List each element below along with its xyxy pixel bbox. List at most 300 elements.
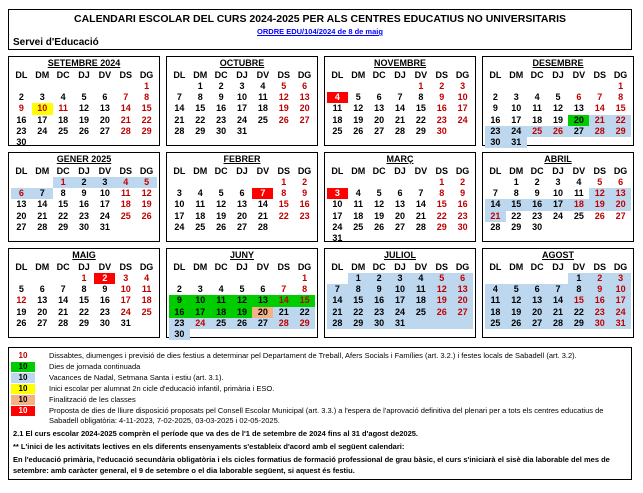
day-cell: 13	[299, 92, 310, 103]
order-edu-link[interactable]: ORDRE EDU/104/2024 de 8 de maig	[257, 27, 383, 36]
day-cell: 8	[618, 92, 624, 103]
day-cell: 14	[273, 295, 294, 306]
day-cell: 20	[99, 114, 110, 125]
day-cell: 19	[374, 210, 385, 221]
day-cell	[273, 126, 294, 137]
day-cell: 15	[278, 199, 289, 210]
weekday-header: DM	[351, 70, 366, 80]
day-cell: 21	[394, 114, 405, 125]
day-cell: 4	[144, 273, 150, 283]
day-cell	[252, 126, 273, 137]
day-cell: 19	[16, 306, 27, 317]
day-cell	[485, 177, 506, 188]
day-cell: 21	[58, 306, 69, 317]
day-cell: 28	[257, 221, 268, 232]
day-cell: 8	[302, 284, 308, 295]
day-cell: 21	[485, 211, 506, 222]
day-cell	[452, 233, 473, 244]
day-cell: 9	[369, 284, 390, 295]
day-cell: 1	[81, 273, 87, 283]
day-cell: 28	[589, 126, 610, 137]
month-title: FEBRER	[223, 154, 261, 164]
day-cell: 14	[394, 103, 405, 114]
day-cell: 19	[431, 295, 452, 306]
week-row	[485, 211, 631, 222]
week-row	[11, 307, 157, 318]
day-cell: 25	[410, 307, 431, 318]
day-cell: 17	[548, 199, 569, 210]
day-cell: 9	[302, 188, 308, 199]
day-cell	[485, 81, 506, 92]
day-cell: 17	[511, 114, 522, 125]
note-line: En l'educació primària, l'educació secundària obligatòria i els cicles formatius de formació professional de grau bàsic, el curs s'iniciarà el sisè dia laborable del mes de setembre: amb caràcter general, el 9 de setembre o el dia laborable següent, si aquest és festiu.	[13, 455, 610, 475]
day-cell: 4	[410, 273, 431, 284]
day-cell	[115, 329, 136, 340]
day-cell	[568, 81, 589, 92]
day-cell: 27	[37, 317, 48, 328]
weekday-header: DG	[613, 70, 628, 80]
legend-row	[11, 406, 629, 426]
day-cell	[115, 222, 136, 233]
day-cell: 1	[302, 273, 308, 283]
weekday-header: DC	[530, 166, 544, 176]
weekday-header: DM	[35, 70, 50, 80]
day-cell: 25	[120, 210, 131, 221]
day-cell	[53, 137, 74, 148]
weekday-header: DV	[572, 70, 586, 80]
months-grid	[8, 56, 634, 338]
day-cell: 30	[532, 221, 543, 232]
day-cell: 28	[37, 221, 48, 232]
weekday-header: DM	[35, 262, 50, 272]
weekday-header: DC	[530, 70, 544, 80]
day-cell: 14	[415, 199, 426, 210]
day-cell	[32, 177, 53, 188]
day-cell	[11, 177, 32, 188]
day-cell	[32, 233, 53, 244]
day-cell: 6	[376, 92, 382, 103]
day-cell	[53, 273, 74, 284]
day-cell: 18	[332, 114, 343, 125]
week-row	[327, 115, 473, 126]
day-cell: 18	[211, 307, 232, 318]
weekday-header: DV	[98, 166, 112, 176]
week-row	[485, 115, 631, 126]
day-cell: 26	[431, 307, 452, 318]
week-row	[485, 103, 631, 114]
weekday-header: DS	[277, 166, 290, 176]
day-cell	[589, 81, 610, 92]
day-cell: 11	[211, 295, 232, 306]
weekday-header-row	[169, 261, 315, 273]
day-cell: 11	[332, 103, 343, 114]
day-cell	[53, 81, 74, 92]
day-cell	[548, 222, 569, 233]
week-row	[327, 81, 473, 92]
day-cell	[94, 233, 115, 244]
day-cell: 6	[39, 284, 45, 295]
day-cell: 22	[568, 307, 589, 318]
day-cell: 18	[485, 307, 506, 318]
week-row	[11, 188, 157, 199]
day-cell: 13	[527, 295, 548, 306]
day-cell: 2	[74, 177, 95, 188]
day-cell: 23	[457, 210, 468, 221]
day-cell	[190, 177, 211, 188]
legend-row	[11, 384, 629, 394]
weekday-header: DJ	[552, 262, 564, 272]
day-cell: 15	[195, 103, 206, 114]
weekday-header: DL	[15, 166, 28, 176]
week-row	[327, 329, 473, 340]
day-cell	[190, 273, 211, 284]
day-cell: 2	[176, 284, 182, 295]
day-cell: 22	[195, 114, 206, 125]
day-cell: 22	[415, 114, 426, 125]
month-title: MAIG	[72, 250, 96, 260]
month-title: ABRIL	[544, 154, 572, 164]
day-cell: 18	[257, 103, 268, 114]
day-cell: 26	[506, 318, 527, 329]
day-cell: 20	[374, 114, 385, 125]
day-cell: 14	[548, 295, 569, 306]
day-cell	[211, 329, 232, 340]
day-cell	[390, 177, 411, 188]
month-gener-2025	[8, 152, 160, 242]
day-cell: 9	[439, 92, 445, 103]
day-cell	[568, 233, 589, 244]
day-cell: 7	[252, 188, 273, 199]
day-cell	[452, 137, 473, 148]
month-title: OCTUBRE	[219, 58, 265, 68]
weekday-header: DJ	[552, 166, 564, 176]
day-cell: 16	[299, 199, 310, 210]
day-cell: 20	[236, 210, 247, 221]
weekday-header-row	[11, 261, 157, 273]
day-cell: 27	[527, 318, 548, 329]
week-row	[327, 188, 473, 199]
day-cell	[348, 137, 369, 148]
week-row	[485, 233, 631, 244]
day-cell: 26	[141, 210, 152, 221]
day-cell: 27	[394, 221, 405, 232]
day-cell: 5	[597, 177, 603, 187]
weekday-header: DM	[193, 166, 208, 176]
day-cell: 14	[485, 199, 506, 210]
day-cell: 2	[18, 92, 24, 103]
day-cell: 16	[457, 199, 468, 210]
day-cell: 15	[615, 103, 626, 114]
week-row	[11, 233, 157, 244]
day-cell: 7	[123, 92, 129, 103]
weekday-header: DS	[593, 262, 606, 272]
day-cell	[232, 329, 253, 340]
day-cell: 1	[568, 273, 589, 284]
week-row	[11, 81, 157, 92]
day-cell: 16	[216, 103, 227, 114]
day-cell	[610, 233, 631, 244]
day-cell: 27	[16, 221, 27, 232]
day-cell: 14	[37, 199, 48, 210]
day-cell: 12	[589, 188, 610, 199]
day-cell: 16	[169, 307, 190, 318]
day-cell: 16	[78, 199, 89, 210]
day-cell: 26	[16, 317, 27, 328]
weekday-header: DS	[435, 166, 448, 176]
day-cell: 24	[390, 307, 411, 318]
day-cell	[431, 137, 452, 148]
day-cell	[610, 137, 631, 148]
day-cell: 14	[174, 103, 185, 114]
day-cell: 5	[506, 284, 527, 295]
day-cell: 4	[60, 92, 66, 103]
weekday-header: DJ	[78, 166, 90, 176]
day-cell: 3	[390, 273, 411, 284]
weekday-header: DG	[455, 262, 470, 272]
day-cell: 15	[348, 295, 369, 306]
day-cell	[589, 137, 610, 148]
day-cell: 14	[327, 295, 348, 306]
day-cell	[252, 233, 273, 244]
month-juny	[166, 248, 318, 338]
day-cell: 2	[369, 273, 390, 284]
day-cell	[94, 329, 115, 340]
day-cell: 11	[120, 188, 131, 199]
legend-text: Inici escolar per alumnat 2n cicle d'educació infantil, primària i ESO.	[49, 384, 275, 393]
week-row	[485, 177, 631, 188]
day-cell: 30	[369, 318, 390, 329]
week-row	[169, 318, 315, 329]
day-cell	[548, 81, 569, 92]
day-cell	[136, 329, 157, 340]
day-cell: 16	[369, 295, 390, 306]
week-row	[11, 177, 157, 188]
month-novembre	[324, 56, 476, 146]
week-row	[327, 103, 473, 114]
day-cell: 26	[232, 318, 253, 329]
week-row	[169, 233, 315, 244]
day-cell: 7	[397, 92, 403, 103]
week-row	[327, 137, 473, 148]
month-desembre	[482, 56, 634, 146]
day-cell: 31	[610, 318, 631, 329]
day-cell	[452, 318, 473, 329]
weekday-header: DL	[489, 262, 502, 272]
day-cell	[32, 329, 53, 340]
day-cell	[527, 81, 548, 92]
day-cell: 5	[239, 284, 245, 295]
week-row	[327, 318, 473, 329]
day-cell: 6	[102, 92, 108, 103]
day-cell: 3	[39, 92, 45, 103]
day-cell	[485, 329, 506, 340]
day-cell: 2	[218, 81, 224, 91]
weekday-header-row	[485, 165, 631, 177]
day-cell: 27	[568, 126, 589, 137]
day-cell: 8	[568, 284, 589, 295]
weekday-header: DS	[277, 70, 290, 80]
day-cell: 26	[278, 114, 289, 125]
day-cell	[11, 81, 32, 92]
day-cell: 20	[610, 199, 631, 210]
weekday-header-row	[327, 261, 473, 273]
week-row	[485, 199, 631, 210]
day-cell	[390, 233, 411, 244]
legend-box	[8, 347, 632, 480]
weekday-header: DL	[15, 262, 28, 272]
day-cell: 18	[141, 295, 152, 306]
day-cell: 5	[136, 177, 157, 188]
day-cell: 10	[120, 284, 131, 295]
day-cell	[32, 273, 53, 284]
day-cell: 7	[60, 284, 66, 295]
day-cell	[32, 81, 53, 92]
day-cell	[11, 329, 32, 340]
week-row	[169, 199, 315, 210]
day-cell	[136, 318, 157, 329]
day-cell	[431, 318, 452, 329]
day-cell: 21	[548, 307, 569, 318]
month-title: JULIOL	[383, 250, 416, 260]
day-cell: 29	[511, 221, 522, 232]
day-cell	[348, 329, 369, 340]
day-cell	[327, 177, 348, 188]
week-row	[169, 103, 315, 114]
day-cell	[294, 329, 315, 340]
day-cell	[211, 177, 232, 188]
weekday-header: DG	[297, 166, 312, 176]
day-cell: 9	[534, 188, 540, 199]
day-cell: 23	[99, 306, 110, 317]
day-cell: 11	[258, 92, 268, 103]
day-cell: 18	[532, 114, 543, 125]
day-cell: 14	[58, 295, 69, 306]
weekday-header: DG	[139, 262, 154, 272]
day-cell: 10	[511, 103, 522, 114]
weekday-header: DM	[193, 70, 208, 80]
day-cell: 3	[197, 284, 203, 295]
day-cell: 7	[32, 188, 53, 199]
weekday-header: DL	[331, 262, 344, 272]
day-cell: 18	[195, 210, 206, 221]
day-cell: 18	[120, 199, 131, 210]
day-cell: 12	[216, 199, 227, 210]
day-cell	[11, 233, 32, 244]
day-cell	[294, 233, 315, 244]
day-cell: 12	[278, 92, 289, 103]
day-cell	[348, 81, 369, 92]
day-cell: 17	[37, 114, 48, 125]
day-cell: 28	[120, 125, 131, 136]
day-cell	[548, 233, 569, 244]
weekday-header: DC	[530, 262, 544, 272]
day-cell: 25	[257, 114, 268, 125]
day-cell	[431, 233, 452, 244]
day-cell: 2	[492, 92, 498, 103]
week-row	[485, 92, 631, 103]
weekday-header: DC	[56, 262, 70, 272]
day-cell: 27	[99, 125, 110, 136]
legend-swatch: 10	[11, 406, 35, 416]
legend-swatch: 10	[11, 384, 35, 394]
day-cell	[410, 137, 431, 148]
week-row	[11, 284, 157, 295]
weekday-header: DC	[56, 166, 70, 176]
weekday-header: DC	[214, 70, 228, 80]
day-cell: 30	[216, 125, 227, 136]
day-cell: 18	[353, 210, 364, 221]
week-row	[11, 137, 157, 148]
day-cell: 23	[16, 125, 27, 136]
weekday-header: DL	[489, 70, 502, 80]
day-cell	[390, 329, 411, 340]
day-cell	[452, 126, 473, 137]
day-cell: 21	[120, 114, 131, 125]
week-row	[485, 284, 631, 295]
day-cell: 5	[18, 284, 24, 295]
day-cell	[232, 273, 253, 284]
day-cell: 21	[327, 307, 348, 318]
day-cell: 13	[610, 188, 631, 199]
day-cell: 15	[58, 199, 69, 210]
day-cell: 27	[236, 221, 247, 232]
day-cell: 19	[232, 307, 253, 318]
day-cell: 23	[436, 114, 447, 125]
day-cell: 21	[273, 307, 294, 318]
day-cell: 6	[527, 284, 548, 295]
weekday-header: DC	[214, 262, 228, 272]
day-cell: 12	[232, 295, 253, 306]
day-cell: 20	[394, 210, 405, 221]
day-cell: 1	[618, 81, 624, 91]
week-row	[169, 188, 315, 199]
weekday-header: DG	[297, 262, 312, 272]
day-cell: 18	[568, 199, 589, 210]
day-cell	[211, 137, 232, 148]
day-cell: 10	[457, 92, 468, 103]
weekday-header: DJ	[236, 166, 248, 176]
day-cell: 21	[589, 115, 610, 126]
day-cell: 5	[281, 81, 287, 91]
weekday-header: DV	[256, 166, 270, 176]
weekday-header: DJ	[394, 166, 406, 176]
day-cell	[568, 222, 589, 233]
week-row	[169, 284, 315, 295]
day-cell: 17	[332, 210, 343, 221]
day-cell: 3	[610, 273, 631, 284]
day-cell: 22	[511, 210, 522, 221]
month-octubre	[166, 56, 318, 146]
week-row	[169, 92, 315, 103]
week-row	[169, 273, 315, 284]
day-cell	[94, 81, 115, 92]
legend-rows	[11, 351, 629, 426]
day-cell	[548, 273, 569, 284]
day-cell: 19	[506, 307, 527, 318]
day-cell	[390, 81, 411, 92]
week-row	[169, 211, 315, 222]
day-cell: 6	[576, 92, 582, 103]
day-cell: 3	[123, 273, 129, 283]
day-cell	[369, 81, 390, 92]
day-cell	[410, 177, 431, 188]
day-cell: 20	[16, 210, 27, 221]
day-cell: 16	[99, 295, 110, 306]
day-cell: 23	[485, 126, 506, 137]
day-cell: 10	[32, 103, 53, 114]
weekday-header: DG	[455, 70, 470, 80]
legend-text: Proposta de dies de lliure disposició proposats pel Consell Escolar Municipal (art. 3.3.) a l'espera de l'aprovació definitiva del plenari per a tots els centres educatius de Sabadell obligatòria: 4-11-2023, 7-02-2025, 03-03-2025 i 02-05-2025.	[49, 406, 604, 425]
